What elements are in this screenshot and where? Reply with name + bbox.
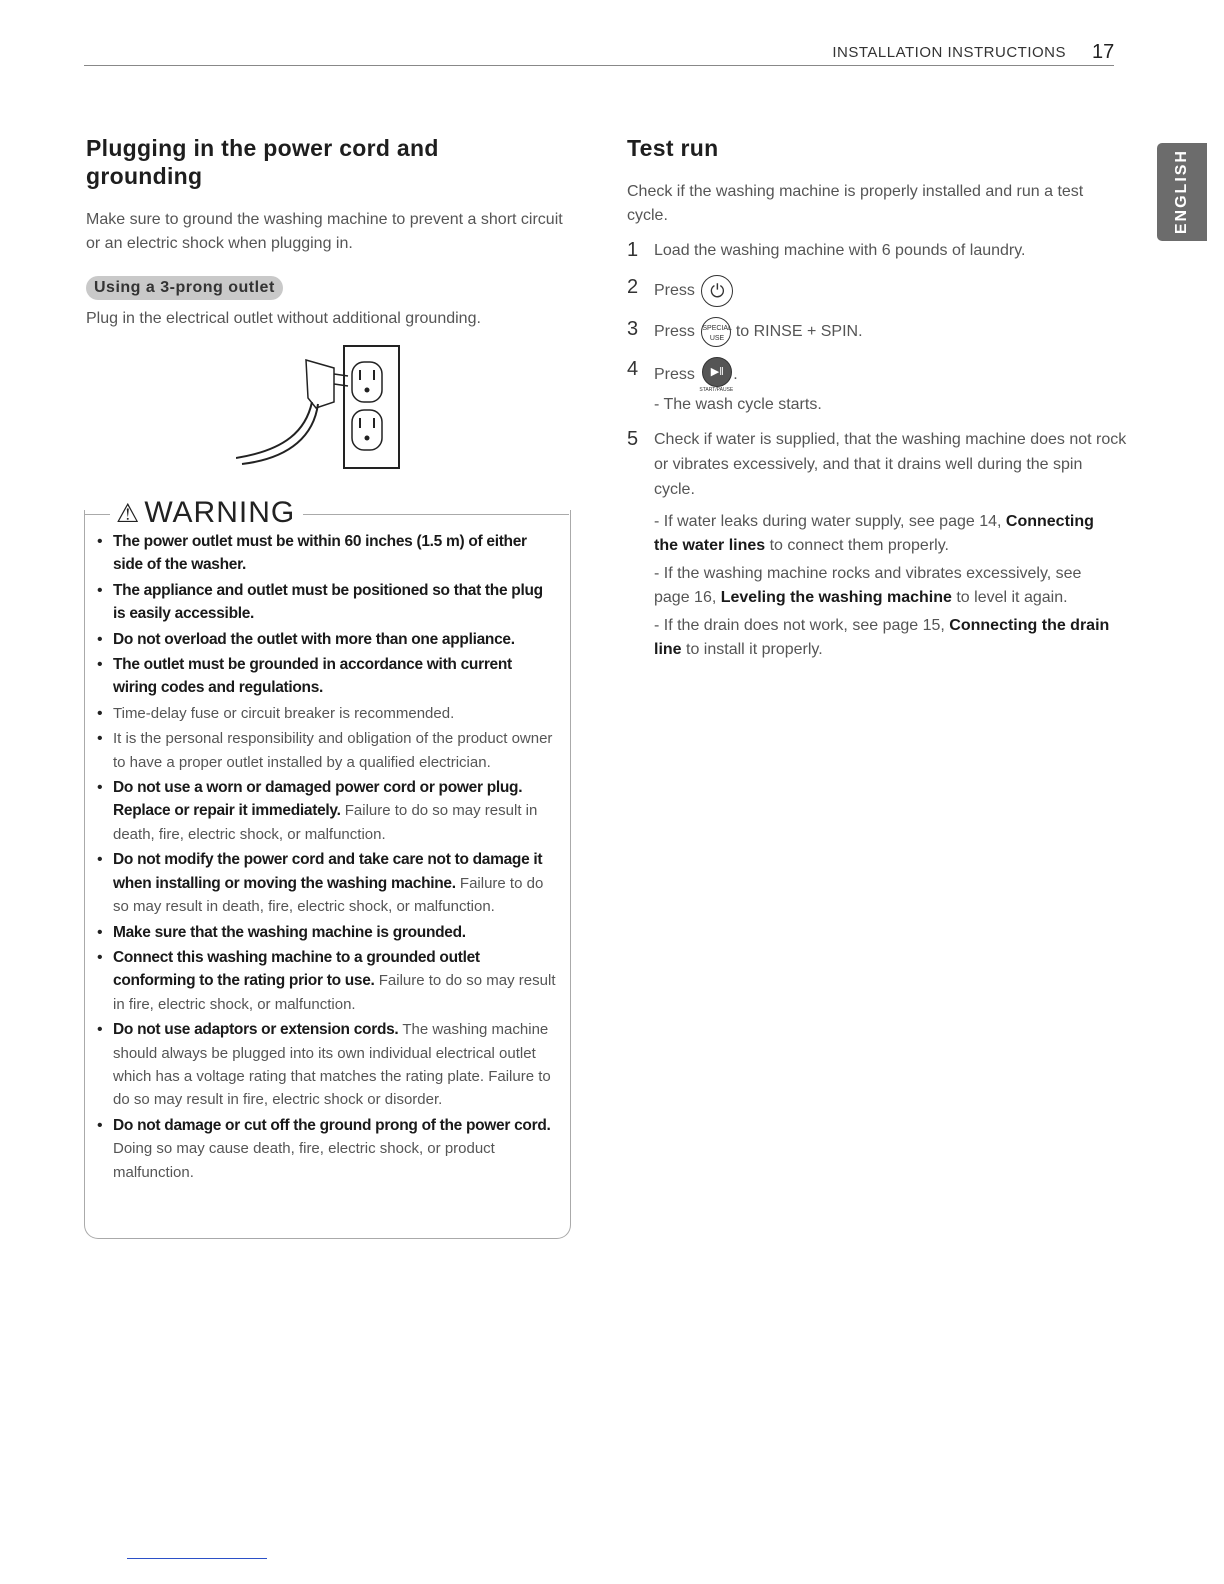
language-tab-label: ENGLISH	[1173, 149, 1190, 235]
step-4-sub: - The wash cycle starts.	[654, 396, 822, 413]
warning-item: • Do not use a worn or damaged power cord or power plug. Replace or repair it immediately. Failure to do so may result in death, fire, electric shock, or malfunction.	[96, 776, 558, 846]
warning-item: • The appliance and outlet must be positioned so that the plug is easily accessible.	[96, 579, 558, 626]
plug-text: Plug in the electrical outlet without additional grounding.	[86, 310, 481, 327]
test-run-steps	[627, 238, 1127, 502]
step-4: 4 Press ▶‖ START/PAUSE . - The wash cycle starts.	[627, 357, 1127, 417]
warning-item: • Do not overload the outlet with more than one appliance.	[96, 628, 558, 651]
warning-rule-left	[84, 514, 110, 515]
start-pause-button-icon: ▶‖	[702, 357, 732, 387]
header-divider	[84, 65, 1114, 66]
footer-link-underline	[127, 1558, 267, 1559]
note-item: - If water leaks during water supply, see page 14, Connecting the water lines to connect them properly.	[654, 513, 1094, 554]
plugging-title: Plugging in the power cord and grounding	[86, 135, 439, 189]
header-section: INSTALLATION INSTRUCTIONS	[832, 44, 1066, 61]
test-run-title: Test run	[627, 135, 719, 161]
page-number: 17	[1092, 41, 1115, 63]
test-run-intro: Check if the washing machine is properly installed and run a test cycle.	[627, 183, 1084, 224]
power-button-icon: ⏻	[701, 275, 733, 307]
warning-triangle-icon: ⚠	[116, 498, 141, 528]
warning-item: • The outlet must be grounded in accordance with current wiring codes and regulations.	[96, 653, 558, 700]
plugging-intro: Make sure to ground the washing machine to prevent a short circuit or an electric shock when plugging in.	[86, 211, 563, 252]
step-2: 2 Press ⏻	[627, 275, 1127, 307]
subheading-pill: Using a 3-prong outlet	[86, 276, 283, 300]
warning-list	[96, 530, 558, 1186]
warning-item: • Time-delay fuse or circuit breaker is recommended.	[96, 702, 558, 725]
step-3: 3 Press SPECIAL USE to RINSE + SPIN.	[627, 317, 1127, 347]
plug-outlet-illustration	[236, 340, 416, 470]
start-pause-caption: START/PAUSE	[699, 387, 734, 393]
warning-heading	[112, 496, 303, 530]
step-5: 5 Check if water is supplied, that the washing machine does not rock or vibrates excessively, and that it drains well during the spin cycle.	[627, 428, 1127, 498]
warning-item: • Make sure that the washing machine is grounded.	[96, 921, 558, 944]
warning-item: • It is the personal responsibility and obligation of the product owner to have a proper outlet installed by a qualified electrician.	[96, 727, 558, 774]
warning-item: • The power outlet must be within 60 inches (1.5 m) of either side of the washer.	[96, 530, 558, 577]
warning-item: • Do not modify the power cord and take care not to damage it when installing or moving the washing machine. Failure to do so may result in death, fire, electric shock, or malfunction.	[96, 848, 558, 918]
right-column	[627, 134, 1127, 662]
special-use-button-icon: SPECIAL USE	[701, 317, 731, 347]
language-tab	[1157, 143, 1207, 241]
warning-rule	[290, 514, 569, 515]
left-column	[86, 134, 576, 328]
warning-item: • Connect this washing machine to a grounded outlet conforming to the rating prior to use. Failure to do so may result in fire, electric shock, or malfunction.	[96, 946, 558, 1016]
warning-item: • Do not damage or cut off the ground prong of the power cord. Doing so may cause death, fire, electric shock, or product malfunction.	[96, 1114, 558, 1184]
step-1: 1 Load the washing machine with 6 pounds of laundry.	[627, 239, 1026, 261]
note-item: - If the washing machine rocks and vibrates excessively, see page 16, Leveling the washing machine to level it again.	[654, 565, 1082, 606]
note-item: - If the drain does not work, see page 15, Connecting the drain line to install it properly.	[654, 617, 1110, 658]
warning-item: • Do not use adaptors or extension cords. The washing machine should always be plugged into its own individual electrical outlet which has a voltage rating that matches the rating plate. Failure to do so may result in fire, electric shock or disorder.	[96, 1018, 558, 1112]
warning-label: WARNING	[144, 496, 296, 529]
test-run-notes	[627, 510, 1114, 662]
